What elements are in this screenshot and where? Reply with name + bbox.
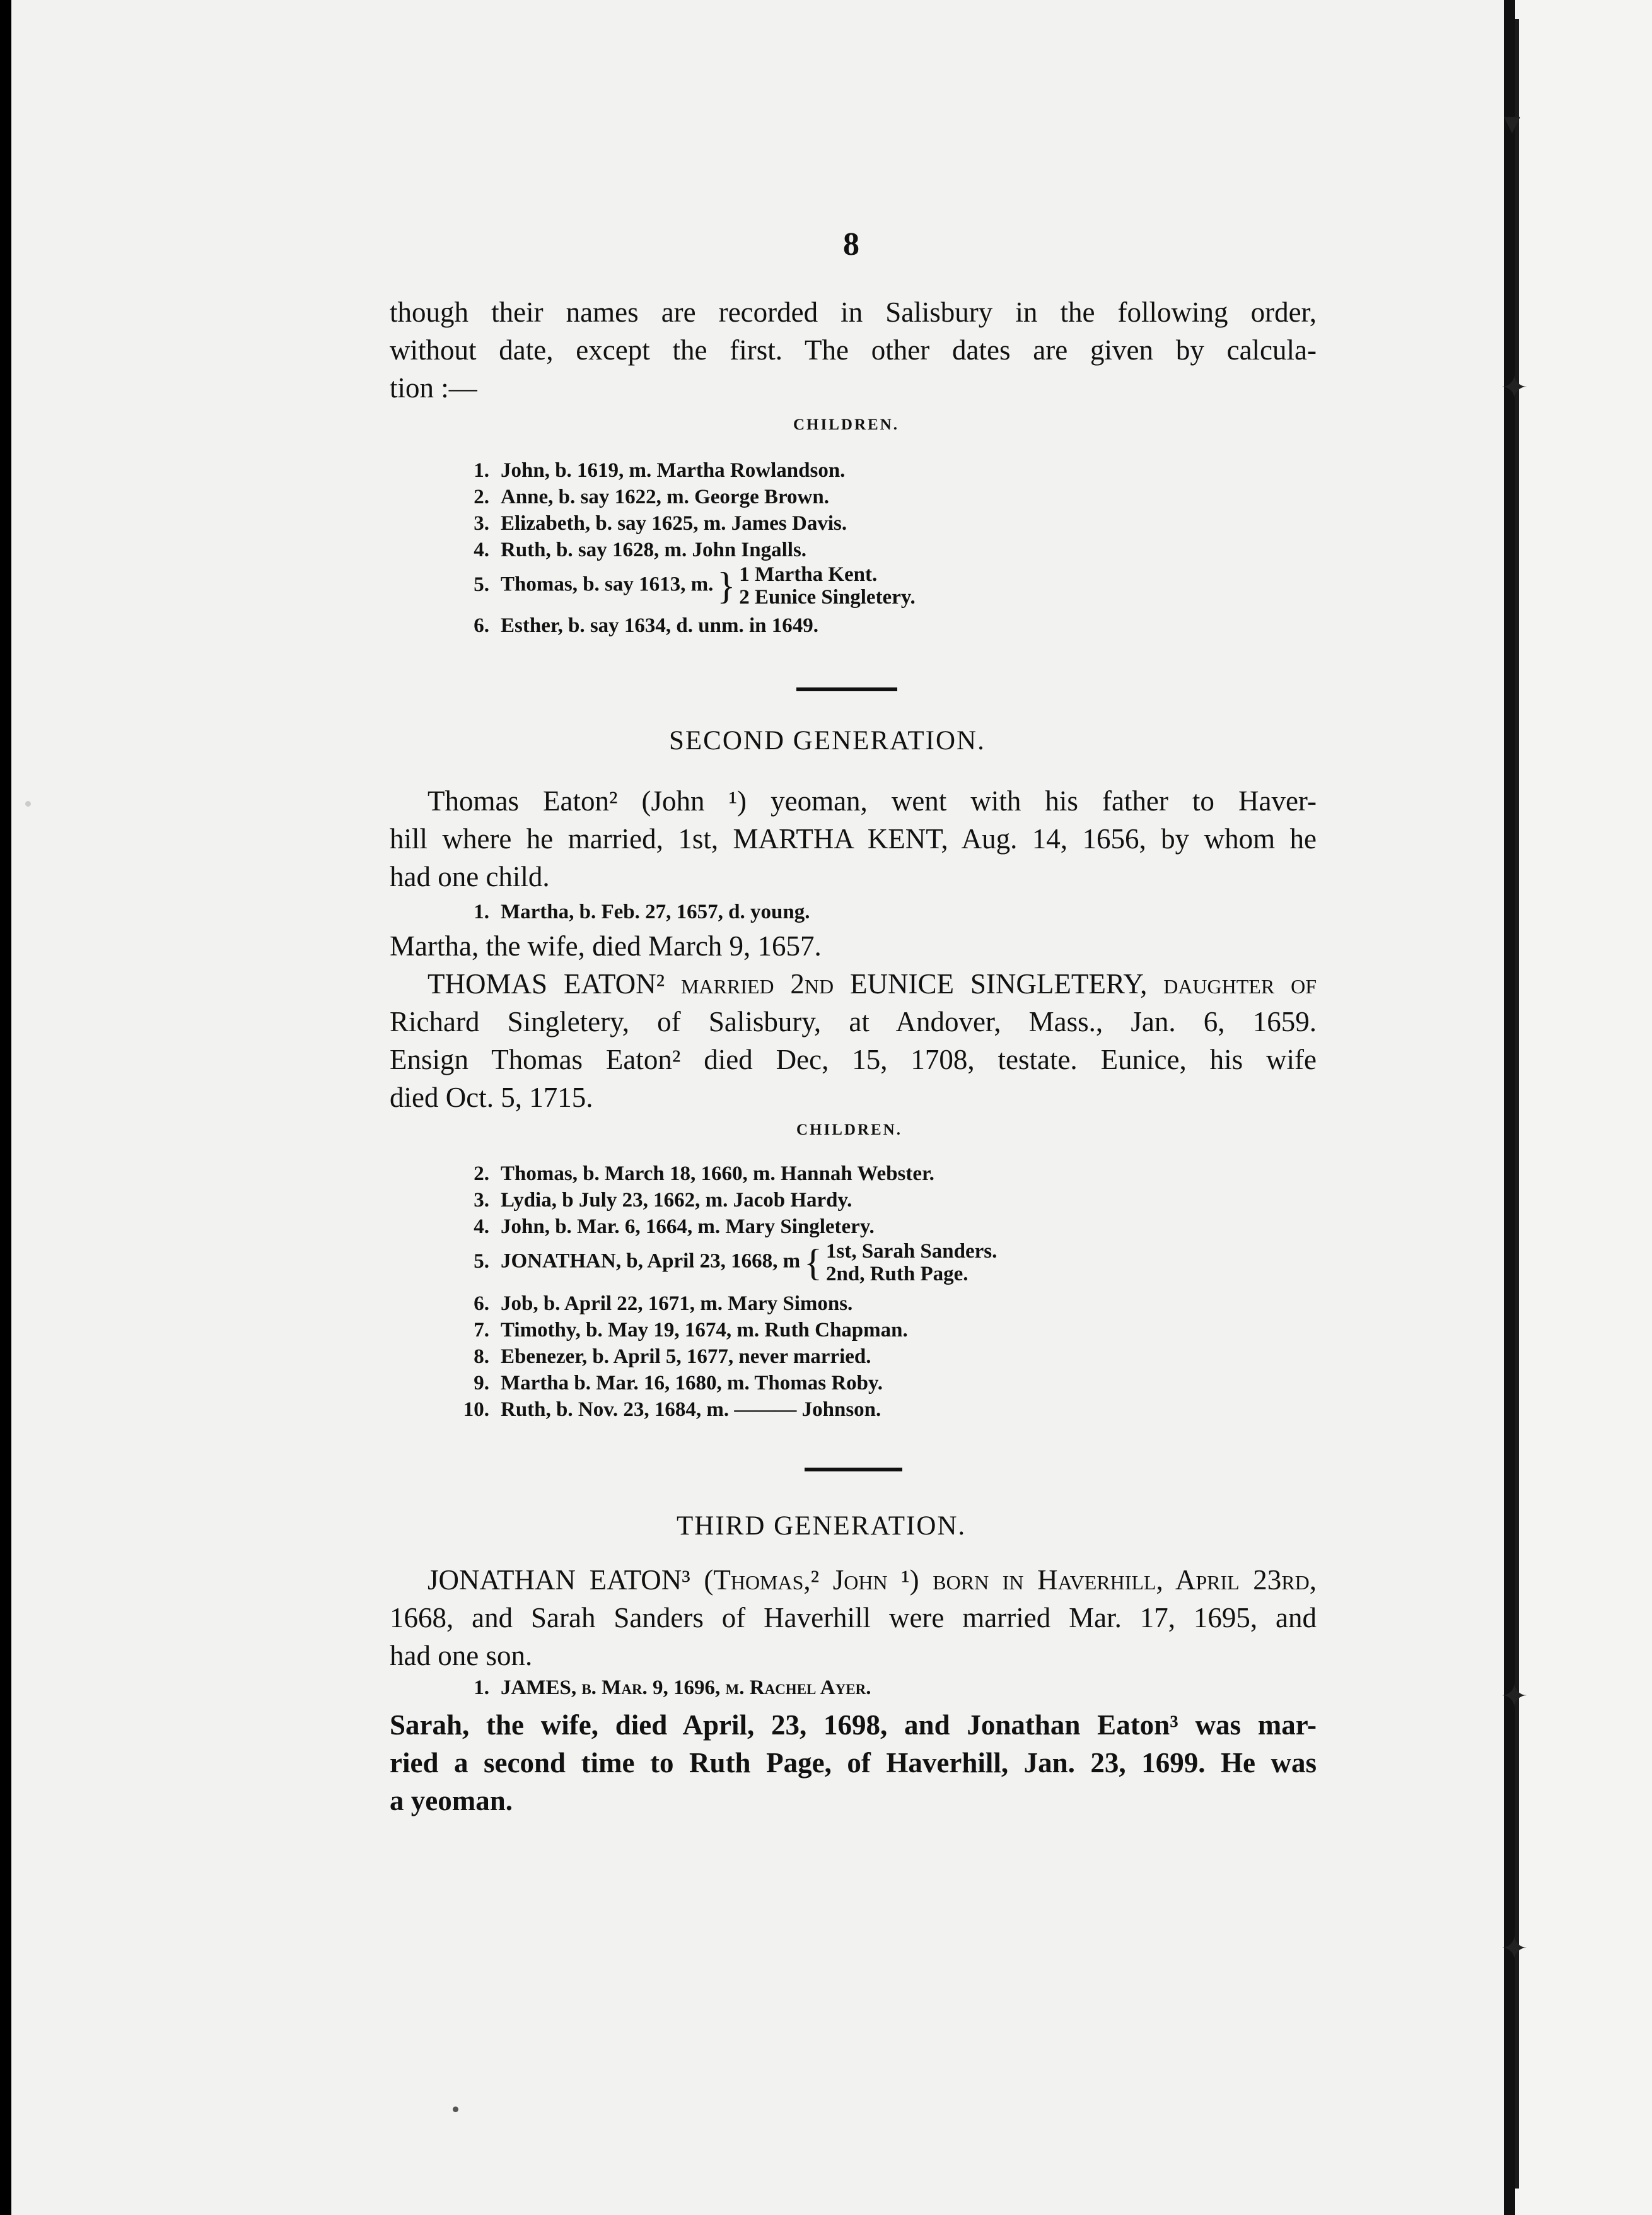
list-item [440,1160,997,1187]
second-generation-paragraph-1 [390,782,1317,896]
item-number: 8. [474,1345,489,1368]
item-text: JONATHAN, b, April 23, 1668, m [501,1249,801,1273]
item-text: Elizabeth, b. say 1625, m. James Davis. [501,512,847,535]
para-line: had one son. [390,1640,533,1671]
intro-line-1: though their names are recorded in Salisbury in the following order, [390,296,1317,328]
list-item [440,510,916,537]
brace-mark: } [717,565,736,607]
para-line: a yeoman. [390,1785,513,1816]
item-number: 4. [474,1215,489,1238]
item-text: Timothy, b. May 19, 1674, m. Ruth Chapman. [501,1319,908,1341]
para-line: Ensign Thomas Eaton² died Dec, 15, 1708, testate. Eunice, his wife [390,1044,1317,1075]
para-line: Thomas Eaton² (John ¹) yeoman, went with his father to Haver- [428,785,1317,817]
children-list-second-generation [440,1160,997,1423]
para-line: hill where he married, 1st, MARTHA KENT, Aug. 14, 1656, by whom he [390,823,1317,855]
spouse-1: 1st, Sarah Sanders. [825,1240,998,1263]
para-line: ried a second time to Ruth Page, of Haverhill, Jan. 23, 1699. He was [390,1747,1317,1779]
intro-paragraph [390,293,1317,407]
item-text: Martha b. Mar. 16, 1680, m. Thomas Roby. [501,1372,883,1394]
third-generation-paragraph-2 [390,1706,1317,1820]
item-number: 5. [474,573,489,596]
section-heading-second-generation: SECOND GENERATION. [669,726,986,756]
list-item [440,1213,997,1240]
list-item [440,612,916,639]
list-item [440,1370,997,1396]
para-line: Richard Singletery, of Salisbury, at Andover, Mass., Jan. 6, 1659. [390,1006,1317,1037]
binding-notch: ✦ [1501,1931,1528,1967]
list-item [440,457,916,484]
para-line: Sarah, the wife, died April, 23, 1698, and Jonathan Eaton³ was mar- [390,1709,1317,1741]
children-heading-first-generation: CHILDREN. [793,416,899,433]
list-item [440,1240,997,1290]
item-number: 5. [474,1249,489,1273]
para-line: 1668, and Sarah Sanders of Haverhill were married Mar. 17, 1695, and [390,1602,1317,1633]
list-item [440,1187,997,1213]
item-number: 1. [474,459,489,482]
second-generation-paragraph-2 [390,965,1317,1116]
item-number: 1. [474,1676,489,1699]
speck-left [25,801,31,807]
item-number: 2. [474,486,489,508]
speck [453,2107,458,2112]
item-text: Thomas, b. say 1613, m. [501,573,714,596]
item-text: Anne, b. say 1622, m. George Brown. [501,486,829,508]
list-item [440,1343,997,1370]
item-text: Thomas, b. March 18, 1660, m. Hannah Webster. [501,1162,934,1185]
para-line: JONATHAN EATON³ (Thomas,² John ¹) born in Haverhill, April 23rd, [428,1564,1317,1596]
death-text: Martha, the wife, died March 9, 1657. [390,930,822,962]
list-item [440,1317,997,1343]
list-item [440,537,916,563]
item-number: 6. [474,614,489,637]
spouse-2: 2 Eunice Singletery. [739,586,916,609]
intro-line-3: tion :— [390,372,477,404]
item-text: Ruth, b. Nov. 23, 1684, m. ——— Johnson. [501,1398,881,1421]
list-item [440,1396,997,1423]
item-text: Lydia, b July 23, 1662, m. Jacob Hardy. [501,1189,852,1212]
children-list-first-generation [440,457,916,639]
item-text: John, b. 1619, m. Martha Rowlandson. [501,459,846,482]
death-line [390,927,1317,965]
item-text: Ruth, b. say 1628, m. John Ingalls. [501,539,807,561]
para-line: THOMAS EATON² married 2nd EUNICE SINGLETERY, daughter of [428,968,1317,1000]
section-divider [805,1468,902,1471]
item-text: Martha, b. Feb. 27, 1657, d. young. [501,901,810,923]
item-number: 7. [474,1319,489,1341]
spouse-2: 2nd, Ruth Page. [825,1263,969,1285]
list-item [440,563,916,612]
binding-notch-top: ▾ [1504,105,1521,141]
item-text: Ebenezer, b. April 5, 1677, never married. [501,1345,871,1368]
item-number: 10. [463,1398,489,1421]
binding-notch: ✦ [1501,370,1528,406]
item-number: 2. [474,1162,489,1185]
item-number: 3. [474,1189,489,1212]
spouse-1: 1 Martha Kent. [739,563,878,586]
item-number: 9. [474,1372,489,1394]
list-item [440,484,916,510]
page-number: 8 [843,226,859,262]
third-generation-paragraph-1 [390,1561,1317,1674]
para-line: died Oct. 5, 1715. [390,1082,593,1113]
third-generation-child [440,1674,871,1701]
brace-mark: { [804,1242,822,1283]
item-number: 6. [474,1292,489,1315]
item-text: Esther, b. say 1634, d. unm. in 1649. [501,614,818,637]
section-divider [796,687,897,691]
book-page [11,0,1515,2215]
item-number: 1. [474,901,489,923]
intro-line-2: without date, except the first. The other dates are given by calcula- [390,334,1317,366]
section-heading-third-generation: THIRD GENERATION. [677,1511,967,1541]
item-number: 4. [474,539,489,561]
item-text: John, b. Mar. 6, 1664, m. Mary Singletery. [501,1215,875,1238]
item-number: 3. [474,512,489,535]
item-text: JAMES, b. Mar. 9, 1696, m. Rachel Ayer. [501,1676,871,1699]
second-generation-first-child [440,899,810,925]
children-heading-second-generation: CHILDREN. [796,1121,902,1138]
binding-line [1515,19,1519,2189]
item-text: Job, b. April 22, 1671, m. Mary Simons. [501,1292,853,1315]
page-gutter [1515,0,1652,2215]
list-item [440,1290,997,1317]
para-line: had one child. [390,861,550,892]
binding-notch: ✦ [1501,1679,1528,1715]
